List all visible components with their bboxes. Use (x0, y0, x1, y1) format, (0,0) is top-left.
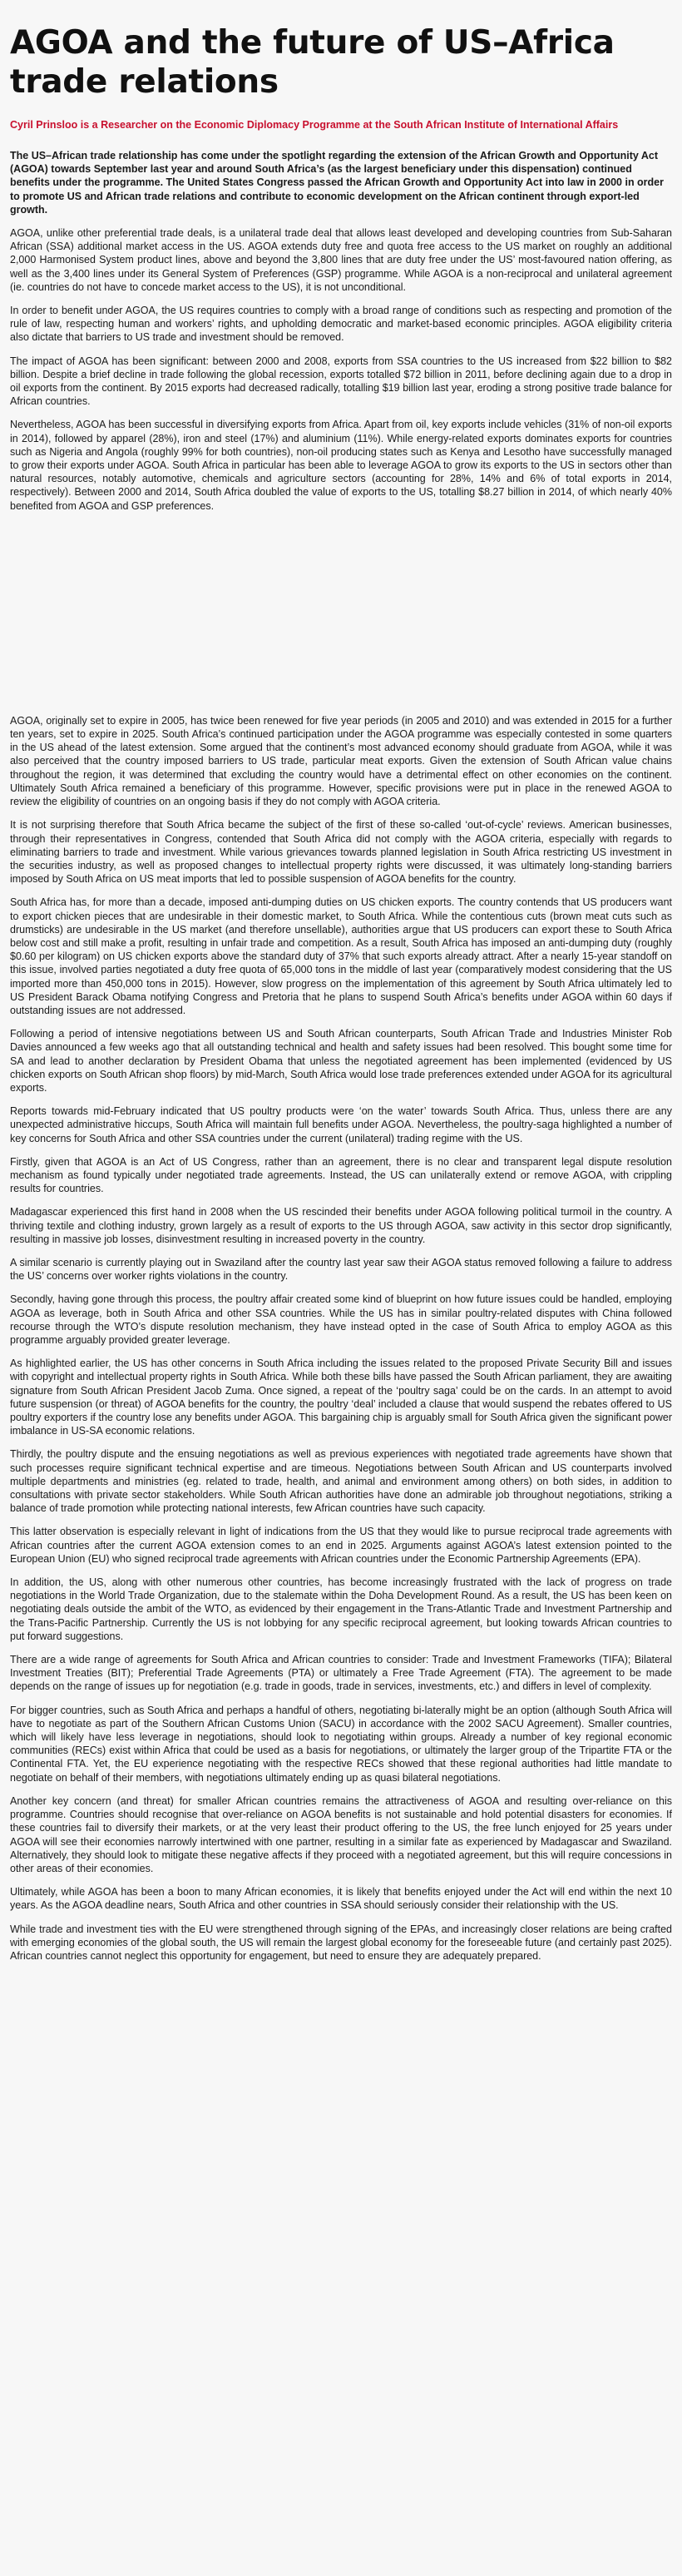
body-paragraph: AGOA, originally set to expire in 2005, has twice been renewed for five year periods (in 2005 and 2010) and was extended in 2015 for a further ten years, set to expire in 2025. South Africa’s continued participation under the AGOA programme was especially contested in some quarters in the US ahead of the latest extension. Some argued that the continent’s most advanced economy should graduate from AGOA, while it was also perceived that the country imposed barriers to US trade, particular meat exports. Given the extension of South African value chains throughout the region, it was determined that excluding the country would have a detrimental effect on other economies on the continent. Ultimately South Africa remained a beneficiary of this programme. However, specific provisions were put in place in the renewed AGOA to review the eligibility of countries on an ongoing basis if they do not comply with AGOA criteria. (10, 714, 672, 808)
body-paragraph: Another key concern (and threat) for smaller African countries remains the attractiveness of AGOA and resulting over-reliance on this programme. Countries should recognise that over-reliance on AGOA benefits is not sustainable and hold potential disasters for economies. If these countries fail to diversify their markets, or at the very least their product offering to the US, the free lunch enjoyed for 25 years under AGOA will see their economies narrowly intertwined with one partner, resulting in a similar fate as experienced by Madagascar and Swaziland. Alternatively, they should look to mitigate these negative affects if they proceed with a negotiated agreement, but this will require concessions in other areas of their economies. (10, 1794, 672, 1874)
body-paragraph: It is not surprising therefore that South Africa became the subject of the first of these so-called ‘out-of-cycle’ reviews. American businesses, through their representatives in Congress, contended that South Africa did not comply with the AGOA criteria, especially with regards to eliminating barriers to trade and investment. While various grievances towards planned legislation in South Africa restricting US investment in the securities industry, as well as proposed changes to intellectual property rights were discussed, it was ultimately long-standing barriers imposed by South Africa on US meat imports that led to possible suspension of AGOA benefits for the country. (10, 819, 672, 886)
article-title: AGOA and the future of US–Africa trade relations (10, 24, 615, 101)
body-paragraph: Madagascar experienced this first hand in 2008 when the US rescinded their benefits under AGOA following political turmoil in the country. A thriving textile and clothing industry, grown largely as a result of exports to the US through AGOA, saw activity in this sector drop significantly, resulting in massive job losses, disinvestment resulting in increased poverty in the country. (10, 1206, 672, 1245)
body-paragraph: For bigger countries, such as South Africa and perhaps a handful of others, negotiating bi-laterally might be an option (although South Africa will have to negotiate as part of the Southern African Customs Union (SACU) in accordance with the 2002 SACU Agreement). Smaller countries, which will likely have less leverage in negotiations, should look to negotiating within groups. Already a number of key regional economic communities (RECs) exist within Africa that could be used as a basis for negotiations, or ultimately the larger group of the Tripartite FTA or the Continental FTA. Yet, the EU experience negotiating with the respective RECs showed that these regional authorities had little mandate to negotiate on behalf of their members, with negotiations ultimately ending up as quasi bilateral negotiations. (10, 1704, 672, 1784)
blank-space (10, 523, 672, 714)
body-paragraph: South Africa has, for more than a decade, imposed anti-dumping duties on US chicken exports. The country contends that US producers want to export chicken pieces that are undesirable in their domestic market, to South Africa. While the contentious cuts (brown meat cuts such as drumsticks) are undesirable in the US market (and therefore unsellable), authorities argue that US producers can export these to South Africa below cost and still make a profit, resulting in unfair trade and competition. As a result, South Africa has imposed an anti-dumping duty (roughly $0.60 per kilogram) on US chicken exports above the standard duty of 37% that such exports already attract. After a nearly 15-year standoff on this issue, involved parties negotiated a duty free quota of 65,000 tons in the middle of last year (comparatively modest considering that the US imported more than 450,000 tons in 2015). However, slow progress on the implementation of this agreement by South Africa ultimately led to US President Barack Obama notifying Congress and Pretoria that he plans to suspend South Africa’s benefits under AGOA within 60 days if outstanding issues are not addressed. (10, 896, 672, 1016)
body-paragraph: Ultimately, while AGOA has been a boon to many African economies, it is likely that benefits enjoyed under the Act will end within the next 10 years. As the AGOA deadline nears, South Africa and other countries in SSA should seriously consider their relationship with the US. (10, 1886, 672, 1912)
body-paragraph: AGOA, unlike other preferential trade deals, is a unilateral trade deal that allows least developed and developing countries from Sub-Saharan African (SSA) additional market access in the US. AGOA extends duty free and quota free access to the US market on roughly an additional 2,000 Harmonised System product lines, above and beyond the 3,800 lines that are duty free under the US’ most-favoured nation offering, as well as the 3,400 lines under its General System of Preferences (GSP) programme. While AGOA is a non-reciprocal and unilateral agreement (ie. countries do not have to concede market access to the US), it is not unconditional. (10, 227, 672, 293)
body-paragraph: In order to benefit under AGOA, the US requires countries to comply with a broad range of conditions such as respecting and promotion of the rule of law, respecting human and workers’ rights, and upholding democratic and market-based economic principles. AGOA eligibility criteria also dictate that barriers to US trade and investment should be removed. (10, 305, 672, 344)
body-paragraph: There are a wide range of agreements for South Africa and African countries to consider: Trade and Investment Frameworks (TIFA); Bilateral Investment Treaties (BIT); Preferential Trade Agreements (PTA) or ultimately a Free Trade Agreement (FTA). The agreement to be made depends on the range of issues up for negotiation (e.g. trade in goods, trade in services, investments, etc.) and differs in level of complexity. (10, 1654, 672, 1693)
body-paragraph: Reports towards mid-February indicated that US poultry products were ‘on the water’ towards South Africa. Thus, unless there are any unexpected administrative hiccups, South Africa will maintain full benefits under AGOA. Nevertheless, the poultry-saga highlighted a number of key concerns for South Africa and other SSA countries under the current (unilateral) trading regime with the US. (10, 1105, 672, 1144)
body-paragraph: In addition, the US, along with other numerous other countries, has become increasingly frustrated with the lack of progress on trade negotiations in the World Trade Organization, due to the stalemate within the Doha Development Round. As a result, the US has been keen on negotiating deals outside the ambit of the WTO, as evidenced by their engagement in the Trans-Atlantic Trade and Investment Partnership and the Trans-Pacific Partnership. Currently the US is not lobbying for any specific reciprocal agreement, but looking towards African countries to put forward suggestions. (10, 1576, 672, 1642)
author-byline: Cyril Prinsloo is a Researcher on the Economic Diplomacy Programme at the South African Institute of International Affairs (10, 119, 619, 131)
body-paragraph: Nevertheless, AGOA has been successful in diversifying exports from Africa. Apart from oil, key exports include vehicles (31% of non-oil exports in 2014), followed by apparel (28%), iron and steel (17%) and aluminium (11%). While energy-related exports dominates exports for countries such as Nigeria and Angola (roughly 99% for both countries), non-oil producing states such as Kenya and Lesotho have successfully managed to grow their exports under AGOA. South Africa in particular has been able to leverage AGOA to grow its exports to the US in sectors other than natural resources, notably automotive, chemicals and agriculture sectors (accounting for 28%, 14% and 6% of total exports in 2014, respectively). Between 2000 and 2014, South Africa doubled the value of exports to the US, totalling $8.27 billion in 2014, of which nearly 40% benefited from AGOA and GSP preferences. (10, 419, 672, 512)
body-paragraph: This latter observation is especially relevant in light of indications from the US that they would like to pursue reciprocal trade agreements with African countries after the current AGOA extension comes to an end in 2025. Arguments against AGOA’s latest extension pointed to the European Union (EU) who signed reciprocal trade agreements with African countries under the Economic Partnership Agreements (EPA). (10, 1526, 672, 1565)
body-paragraph: Secondly, having gone through this process, the poultry affair created some kind of blueprint on how future issues could be handled, employing AGOA as leverage, both in South Africa and other SSA countries. While the US has in similar poultry-related disputes with China followed recourse through the WTO’s dispute resolution mechanism, they have instead opted in the case of South Africa to employ AGOA as this programme arguably provided greater leverage. (10, 1293, 672, 1346)
body-paragraph: Following a period of intensive negotiations between US and South African counterparts, South African Trade and Industries Minister Rob Davies announced a few weeks ago that all outstanding technical and health and safety issues had been resolved. This bought some time for SA and lead to another declaration by President Obama that unless the negotiated agreement has been implemented (evidenced by US chicken exports on South African shop floors) by mid-March, South Africa would lose trade preferences extended under AGOA for its agricultural exports. (10, 1028, 672, 1094)
body-paragraph: The impact of AGOA has been significant: between 2000 and 2008, exports from SSA countries to the US increased from $22 billion to $82 billion. Despite a brief decline in trade following the global recession, exports totalled $72 billion in 2011, before declining again due to a drop in oil exports from the continent. By 2015 exports had decreased radically, totalling $19 billion last year, eroding a strong positive trade balance for African countries. (10, 355, 672, 408)
body-paragraph: As highlighted earlier, the US has other concerns in South Africa including the issues related to the proposed Private Security Bill and issues with copyright and intellectual property rights in South Africa. While both these bills have passed the South African parliament, they are awaiting signature from South African President Jacob Zuma. Once signed, a repeat of the ‘poultry saga’ could be on the cards. In an attempt to avoid future suspension (or threat) of AGOA benefits for the country, the poultry ‘deal’ included a clause that would suspend the rebates offered to US poultry exporters if the country lose any benefits under AGOA. This bargaining chip is arguably small for South Africa given the significant power imbalance in US-SA economic relations. (10, 1357, 672, 1437)
body-paragraph: Firstly, given that AGOA is an Act of US Congress, rather than an agreement, there is no clear and transparent legal dispute resolution mechanism as found typically under negotiated trade agreements. Instead, the US can unilaterally extend or remove AGOA, with crippling results for countries. (10, 1155, 672, 1195)
article-lead: The US–African trade relationship has come under the spotlight regarding the extension of the African Growth and Opportunity Act (AGOA) towards September last year and around South Africa’s (as the largest beneficiary under this dispensation) continued benefits under the programme. The United States Congress passed the African Growth and Opportunity Act into law in 2000 in order to promote US and African trade relations and contribute to economic development on the African continent through export-led growth. (10, 150, 664, 216)
body-paragraph: Thirdly, the poultry dispute and the ensuing negotiations as well as previous experiences with negotiated trade agreements have shown that such processes require significant technical expertise and are timeous. Negotiations between South African and US counterparts involved multiple departments and ministries (eg. related to trade, health, and animal and environment among others) on both sides, in addition to consultations with private sector stakeholders. While South African authorities have done an admirable job throughout negotiations, striking a balance of trade promotion while protecting national interests, few African countries have such capacity. (10, 1448, 672, 1515)
body-paragraph: While trade and investment ties with the EU were strengthened through signing of the EPAs, and increasingly closer relations are being crafted with emerging economies of the global south, the US will remain the largest global economy for the foreseeable future (and certainly past 2025). African countries cannot neglect this opportunity for engagement, but need to ensure they are adequately prepared. (10, 1923, 672, 1962)
body-paragraph: A similar scenario is currently playing out in Swaziland after the country last year saw their AGOA status removed following a failure to address the US’ concerns over worker rights violations in the country. (10, 1256, 672, 1283)
